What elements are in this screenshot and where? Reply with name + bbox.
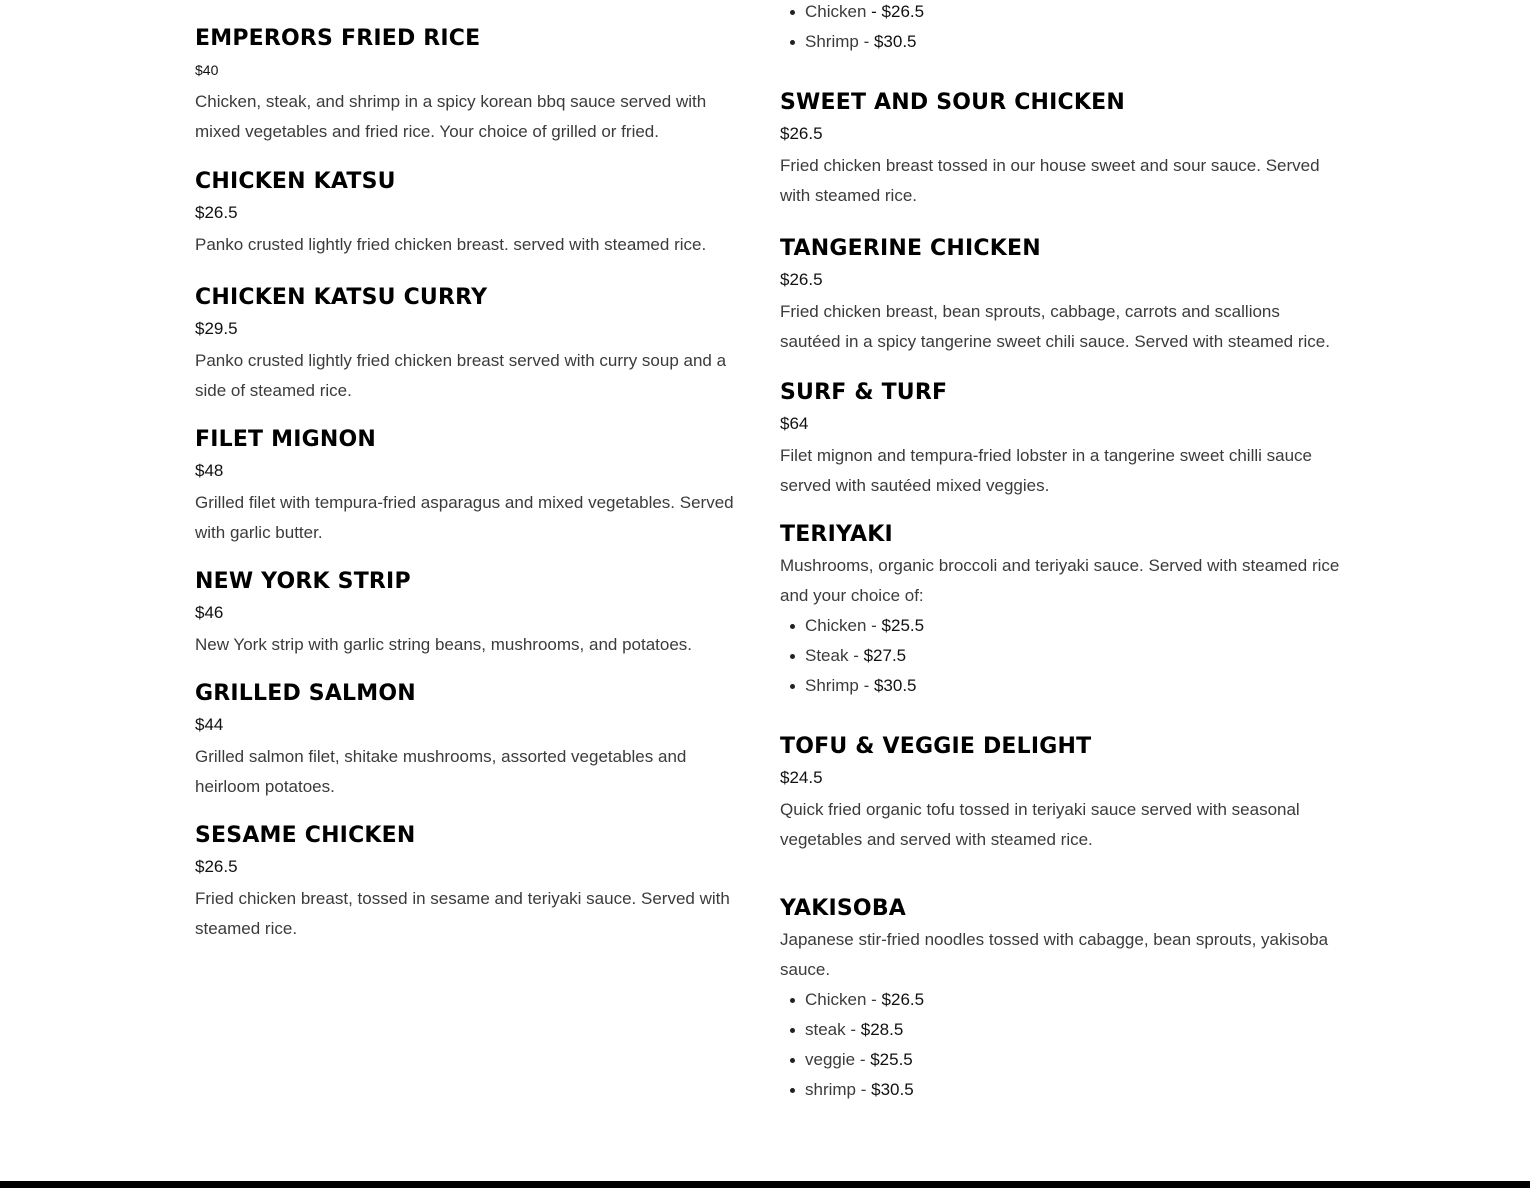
item-description: Fried chicken breast tossed in our house sweet and sour sauce. Served with steamed rice. (780, 156, 1320, 205)
menu-item-grilled-salmon (195, 680, 755, 802)
menu-item-sweet-and-sour-chicken (780, 89, 1340, 211)
item-price: $26.5 (195, 203, 238, 222)
option-item (790, 0, 1350, 27)
option-price: $30.5 (871, 1080, 914, 1099)
menu-item-surf-and-turf (780, 379, 1340, 501)
footer-bar (0, 1181, 1530, 1188)
option-label: Chicken - (805, 990, 877, 1009)
option-item (790, 1015, 1340, 1045)
item-name: FILET MIGNON (195, 427, 376, 452)
item-description: Filet mignon and tempura-fried lobster in a tangerine sweet chilli sauce served with sautéed mixed veggies. (780, 446, 1312, 495)
item-name: SURF & TURF (780, 380, 948, 405)
item-name: SESAME CHICKEN (195, 823, 416, 848)
item-name: NEW YORK STRIP (195, 569, 411, 594)
item-name: TOFU & VEGGIE DELIGHT (780, 734, 1092, 759)
menu-item-sesame-chicken (195, 822, 755, 944)
option-label: Chicken (805, 2, 867, 21)
item-name: TERIYAKI (780, 522, 893, 547)
item-description: Grilled salmon filet, shitake mushrooms, assorted vegetables and heirloom potatoes. (195, 747, 687, 796)
item-name: TANGERINE CHICKEN (780, 236, 1041, 261)
item-price: $46 (195, 603, 224, 622)
item-name: GRILLED SALMON (195, 681, 416, 706)
item-price: $26.5 (195, 857, 238, 876)
options-list (780, 985, 1340, 1105)
menu-item-teriyaki (780, 521, 1340, 701)
option-label: veggie - (805, 1050, 866, 1069)
item-price: $29.5 (195, 319, 238, 338)
menu-item-emperors-fried-rice (195, 25, 755, 147)
item-description: Fried chicken breast, bean sprouts, cabbage, carrots and scallions sautéed in a spicy tangerine sweet chili sauce. Served with steamed rice. (780, 302, 1330, 351)
option-item (790, 1045, 1340, 1075)
item-price: $26.5 (780, 270, 823, 289)
options-list (780, 611, 1340, 701)
item-description: Panko crusted lightly fried chicken breast. served with steamed rice. (195, 235, 707, 254)
option-item (790, 671, 1340, 701)
item-price: $44 (195, 715, 224, 734)
item-name: CHICKEN KATSU CURRY (195, 285, 488, 310)
top-options-list (780, 0, 1350, 57)
menu-item-chicken-katsu-curry (195, 284, 755, 406)
menu-item-yakisoba (780, 895, 1340, 1105)
menu-item-tangerine-chicken (780, 235, 1340, 357)
item-name: CHICKEN KATSU (195, 169, 396, 194)
option-label: steak - (805, 1020, 857, 1039)
option-price: $25.5 (881, 616, 925, 635)
option-price: $25.5 (870, 1050, 913, 1069)
option-label: Chicken - (805, 616, 877, 635)
menu-item-new-york-strip (195, 568, 755, 660)
option-item (790, 1075, 1340, 1105)
option-price: $26.5 (881, 990, 925, 1009)
item-price: $64 (780, 414, 809, 433)
option-label: Steak - (805, 646, 859, 665)
menu-item-chicken-katsu (195, 168, 755, 260)
option-item (790, 611, 1340, 641)
option-price: - $26.5 (871, 2, 925, 21)
menu-item-filet-mignon (195, 426, 755, 548)
item-description: Mushrooms, organic broccoli and teriyaki sauce. Served with steamed rice and your choice of: (780, 556, 1340, 605)
option-item (790, 27, 1350, 57)
item-price: $48 (195, 461, 224, 480)
item-price: $24.5 (780, 768, 823, 787)
item-name: YAKISOBA (780, 896, 907, 921)
item-name: EMPERORS FRIED RICE (195, 26, 481, 51)
option-price: $30.5 (873, 676, 917, 695)
item-description: Fried chicken breast, tossed in sesame and teriyaki sauce. Served with steamed rice. (195, 889, 730, 938)
item-description: Quick fried organic tofu tossed in teriyaki sauce served with seasonal vegetables and served with steamed rice. (780, 800, 1300, 849)
item-description: Japanese stir-fried noodles tossed with cabagge, bean sprouts, yakisoba sauce. (780, 930, 1329, 979)
option-price: $28.5 (860, 1020, 904, 1039)
item-price: $26.5 (780, 124, 823, 143)
option-item (790, 985, 1340, 1015)
item-description: Chicken, steak, and shrimp in a spicy korean bbq sauce served with mixed vegetables and fried rice. Your choice of grilled or fried. (195, 92, 707, 141)
item-name: SWEET AND SOUR CHICKEN (780, 90, 1125, 115)
option-price: $30.5 (873, 32, 917, 51)
menu-item-tofu-and-veggie-delight (780, 733, 1340, 855)
option-item (790, 641, 1340, 671)
item-description: Grilled filet with tempura-fried asparagus and mixed vegetables. Served with garlic butter. (195, 493, 734, 542)
option-label: shrimp - (805, 1080, 867, 1099)
item-description: New York strip with garlic string beans, mushrooms, and potatoes. (195, 635, 693, 654)
option-label: Shrimp - (805, 676, 870, 695)
option-label: Shrimp - (805, 32, 870, 51)
item-description: Panko crusted lightly fried chicken breast served with curry soup and a side of steamed rice. (195, 351, 727, 400)
option-price: $27.5 (863, 646, 907, 665)
item-price: $40 (195, 62, 219, 78)
